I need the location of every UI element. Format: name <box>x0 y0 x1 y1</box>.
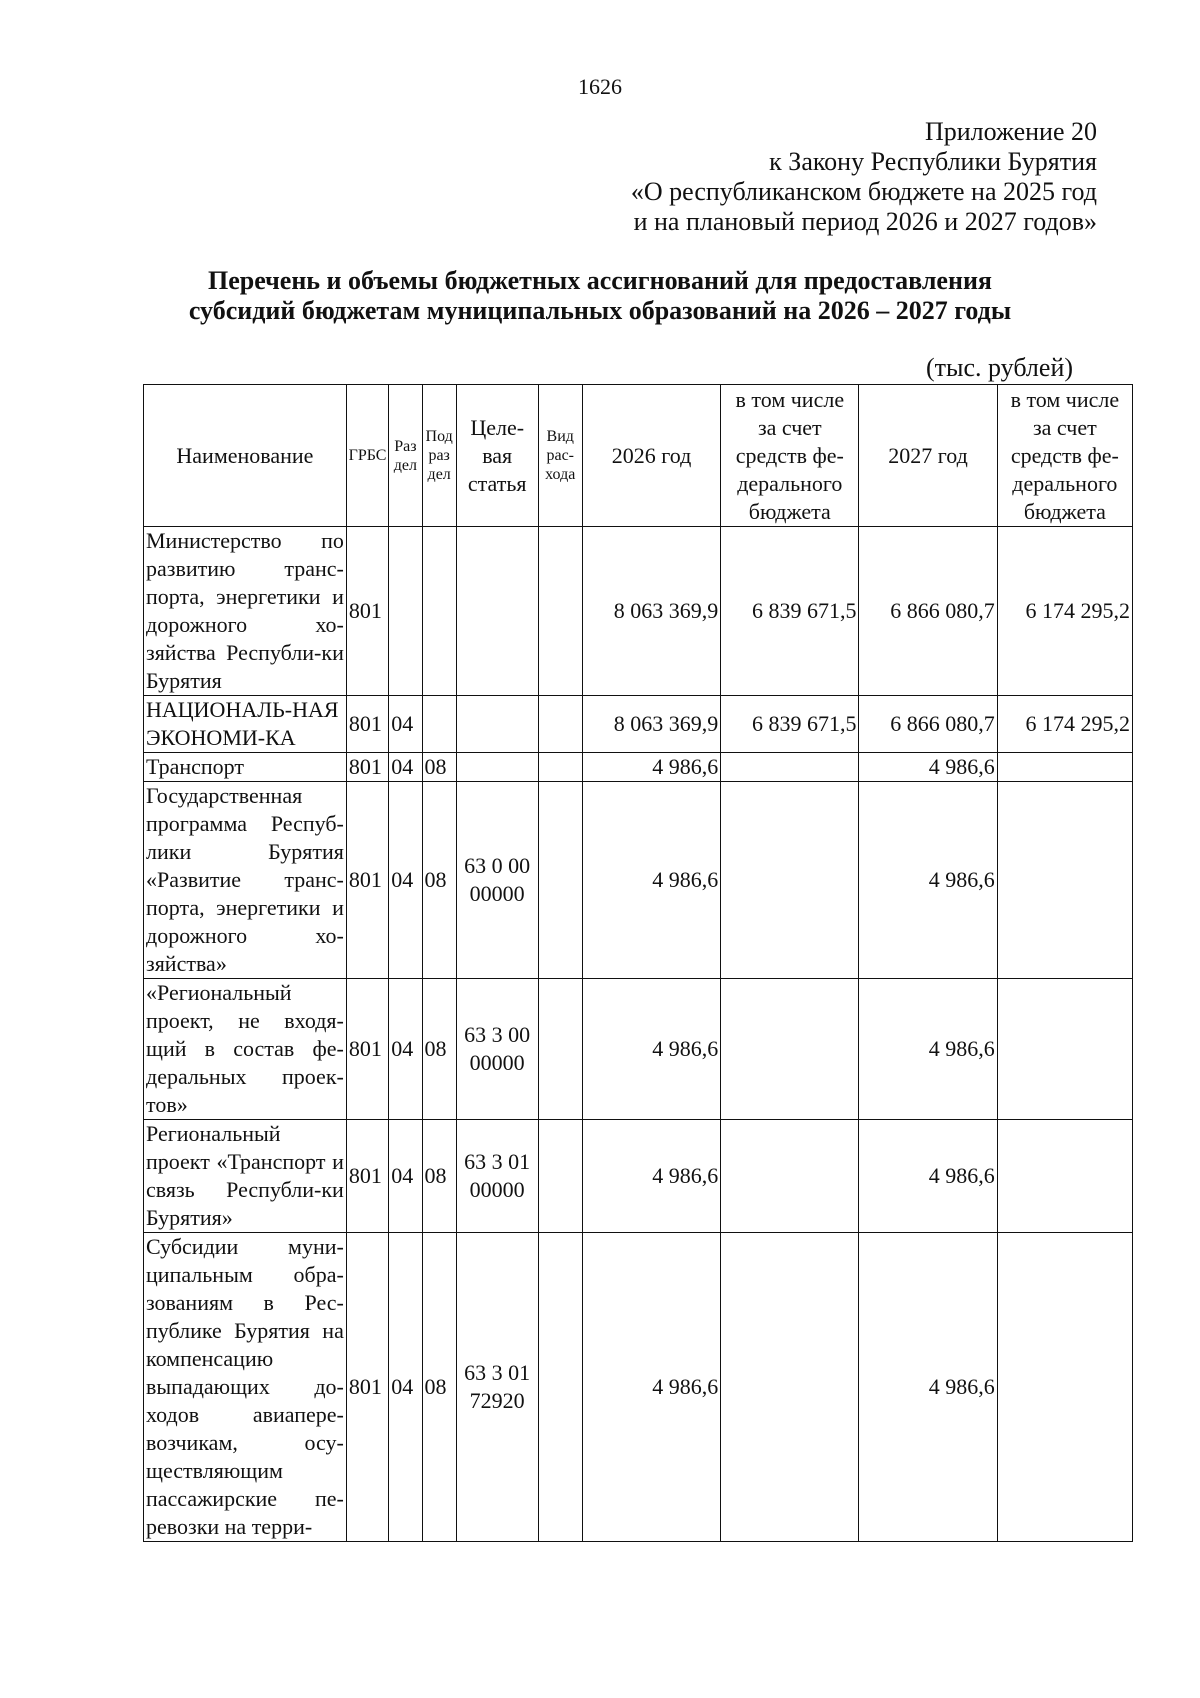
row-article <box>456 753 538 782</box>
table-row <box>144 1233 1133 1542</box>
row-razdel: 04 <box>389 1233 422 1542</box>
page-number: 1626 <box>578 74 622 99</box>
header-article: Целе- вая статья <box>456 385 538 527</box>
row-razdel: 04 <box>389 696 422 753</box>
row-grbs: 801 <box>346 753 388 782</box>
appendix-line-3: «О республиканском бюджете на 2025 год <box>630 177 1097 206</box>
appendix-line-4: и на плановый период 2026 и 2027 годов» <box>633 207 1097 236</box>
row-name: Транспорт <box>144 753 347 782</box>
table-row <box>144 1120 1133 1233</box>
budget-table <box>143 384 1133 1542</box>
row-name: НАЦИОНАЛЬ-НАЯ ЭКОНОМИ-КА <box>144 696 347 753</box>
row-podrazdel <box>422 527 456 696</box>
document-title <box>0 266 1200 326</box>
row-2027: 6 866 080,7 <box>859 527 997 696</box>
row-razdel: 04 <box>389 979 422 1120</box>
row-podrazdel <box>422 696 456 753</box>
row-vid <box>538 527 582 696</box>
row-grbs: 801 <box>346 696 388 753</box>
row-2027: 4 986,6 <box>859 782 997 979</box>
row-2027: 4 986,6 <box>859 979 997 1120</box>
header-year-2026: 2026 год <box>582 385 720 527</box>
row-fed-2027 <box>997 782 1132 979</box>
header-fed-2027: в том числе за счет средств фе- дерального бюджета <box>997 385 1132 527</box>
row-article <box>456 527 538 696</box>
row-fed-2027 <box>997 1233 1132 1542</box>
row-vid <box>538 979 582 1120</box>
row-razdel: 04 <box>389 782 422 979</box>
row-2026: 4 986,6 <box>582 1233 720 1542</box>
row-2027: 4 986,6 <box>859 753 997 782</box>
row-2027: 4 986,6 <box>859 1233 997 1542</box>
row-grbs: 801 <box>346 782 388 979</box>
row-2027: 6 866 080,7 <box>859 696 997 753</box>
row-podrazdel: 08 <box>422 753 456 782</box>
row-fed-2026 <box>721 1233 859 1542</box>
row-podrazdel: 08 <box>422 1233 456 1542</box>
row-fed-2026: 6 839 671,5 <box>721 527 859 696</box>
row-article: 63 3 01 00000 <box>456 1120 538 1233</box>
header-grbs: ГРБС <box>346 385 388 527</box>
row-vid <box>538 753 582 782</box>
title-line-1: Перечень и объемы бюджетных ассигнований для предоставления <box>208 266 992 295</box>
row-vid <box>538 1233 582 1542</box>
row-fed-2027 <box>997 1120 1132 1233</box>
row-podrazdel: 08 <box>422 1120 456 1233</box>
header-name: Наименование <box>144 385 347 527</box>
row-grbs: 801 <box>346 1120 388 1233</box>
row-name: Министерство по развитию транс-порта, энергетики и дорожного хо-зяйства Республи-ки Бурятия <box>144 527 347 696</box>
row-2026: 8 063 369,9 <box>582 527 720 696</box>
table-row <box>144 782 1133 979</box>
row-name: Региональный проект «Транспорт и связь Республи-ки Бурятия» <box>144 1120 347 1233</box>
header-fed-2026: в том числе за счет средств фе- дерального бюджета <box>721 385 859 527</box>
table-row <box>144 979 1133 1120</box>
header-year-2027: 2027 год <box>859 385 997 527</box>
header-podrazdel: Под раз дел <box>422 385 456 527</box>
appendix-reference <box>631 117 1097 237</box>
table-row <box>144 696 1133 753</box>
header-razdel: Раз дел <box>389 385 422 527</box>
appendix-line-1: Приложение 20 <box>924 117 1097 146</box>
row-fed-2026 <box>721 782 859 979</box>
row-2026: 4 986,6 <box>582 979 720 1120</box>
table-row <box>144 527 1133 696</box>
table-header-row <box>144 385 1133 527</box>
row-vid <box>538 696 582 753</box>
row-2026: 4 986,6 <box>582 1120 720 1233</box>
row-grbs: 801 <box>346 1233 388 1542</box>
row-name: Субсидии муни-ципальным обра-зованиям в Рес-публике Бурятия на компенсацию выпадающих до-ходов авиапере-возчикам, осу-ществляющим пассажирские пе-ревозки на терри- <box>144 1233 347 1542</box>
row-podrazdel: 08 <box>422 979 456 1120</box>
row-name: «Региональный проект, не входя-щий в состав фе-деральных проек-тов» <box>144 979 347 1120</box>
table-row <box>144 753 1133 782</box>
row-fed-2026 <box>721 753 859 782</box>
row-article: 63 3 01 72920 <box>456 1233 538 1542</box>
row-vid <box>538 1120 582 1233</box>
row-2027: 4 986,6 <box>859 1120 997 1233</box>
row-grbs: 801 <box>346 527 388 696</box>
row-grbs: 801 <box>346 979 388 1120</box>
row-article <box>456 696 538 753</box>
row-2026: 8 063 369,9 <box>582 696 720 753</box>
row-fed-2026 <box>721 1120 859 1233</box>
units-label: (тыс. рублей) <box>926 353 1074 382</box>
row-razdel <box>389 527 422 696</box>
row-fed-2027 <box>997 979 1132 1120</box>
row-razdel: 04 <box>389 753 422 782</box>
row-2026: 4 986,6 <box>582 782 720 979</box>
appendix-line-2: к Закону Республики Бурятия <box>769 147 1097 176</box>
row-2026: 4 986,6 <box>582 753 720 782</box>
row-fed-2027: 6 174 295,2 <box>997 527 1132 696</box>
row-article: 63 0 00 00000 <box>456 782 538 979</box>
row-vid <box>538 782 582 979</box>
row-razdel: 04 <box>389 1120 422 1233</box>
title-line-2: субсидий бюджетам муниципальных образований на 2026 – 2027 годы <box>188 296 1012 325</box>
header-vid: Вид рас- хода <box>538 385 582 527</box>
row-fed-2026: 6 839 671,5 <box>721 696 859 753</box>
row-podrazdel: 08 <box>422 782 456 979</box>
row-fed-2027: 6 174 295,2 <box>997 696 1132 753</box>
row-fed-2027 <box>997 753 1132 782</box>
row-name: Государственная программа Респуб-лики Бурятия «Развитие транс-порта, энергетики и дорожного хо-зяйства» <box>144 782 347 979</box>
row-fed-2026 <box>721 979 859 1120</box>
row-article: 63 3 00 00000 <box>456 979 538 1120</box>
